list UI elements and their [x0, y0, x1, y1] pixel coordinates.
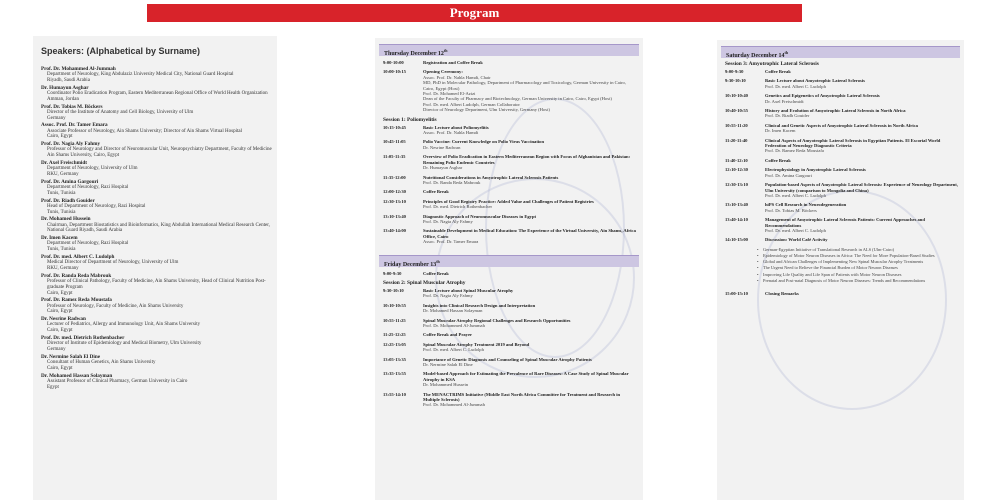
speaker-name: Dr. Imen Kacem [41, 235, 78, 242]
session-2-title: Session 2: Spinal Muscular Atrophy [383, 279, 466, 286]
time-slot: 9:00-9:30 [383, 270, 402, 276]
speaker-line: Prof. Dr. med. Albert C. Ludolph [765, 227, 826, 233]
time-slot: 9:30-10:10 [725, 78, 746, 84]
saturday-day: Saturday December 14 [726, 53, 785, 59]
speaker-affiliation: Consultant of Human Genetics, Ain Shams University [47, 359, 156, 365]
friday-day: Friday December 13 [384, 261, 437, 268]
speaker-entry [41, 85, 277, 103]
time-slot: 13:40-14:00 [383, 228, 406, 234]
speaker-line: Prof. Dr. Nagia Aly Fahmy [423, 293, 473, 299]
speaker-line: Dr. Nesrine Radwan [423, 144, 461, 150]
speaker-affiliation: Tunis, Tunisia [47, 247, 76, 253]
talk-title: Clinical and Genetic Aspects of Amyotrophic Lateral Sclerosis in North Africa [765, 122, 918, 128]
time-slot: 11:40-12:10 [725, 157, 748, 163]
row-content [423, 60, 637, 65]
speaker-line: Prof. Dr. Ramez Reda Moustafa [765, 148, 824, 154]
speaker-affiliation: Cairo, Egypt [47, 134, 73, 140]
session-3-title: Session 3: Amyotrophic Lateral Sclerosis [725, 61, 819, 67]
speaker-entry [41, 160, 277, 178]
speaker-affiliation: Riyadh, Saudi Arabia [47, 78, 90, 83]
time-slot: 12:00-12:30 [383, 189, 406, 195]
discussion-topic: • German-Egyptian Initiative of Translational Research in ALS (Ulm-Cairo) [757, 247, 956, 252]
row-content [765, 237, 958, 242]
speaker-line: Dr. Nermine Salah El Dine [423, 362, 473, 368]
talk-title: Spinal Muscular Atrophy Treatment 2019 and Beyond [423, 341, 530, 347]
speaker-line: Dr. Mohammed Hussein [423, 382, 469, 388]
speaker-line: Assoc. Prof. Dr. Nahla Hamdi [423, 130, 479, 136]
schedule-row [383, 357, 637, 368]
talk-title: The MENACTRIMS Initiative (Middle East North Africa Committee for Treatment and Research in Multiple Sclerosis) [423, 391, 621, 403]
row-content [423, 199, 637, 210]
time-slot: 10:40-10:55 [725, 108, 748, 114]
speaker-affiliation: Medical Director of Department of Neurology, University of Ulm [47, 260, 179, 266]
speaker-line: Prof. Dr. med. Dietrich Rothenbacher [423, 204, 493, 210]
closing-time: 15:00-15:10 [725, 290, 748, 296]
schedule-row [725, 217, 958, 233]
speaker-name: Dr. Mohamed Hussein [41, 216, 91, 223]
time-slot: 9:30-10:10 [383, 287, 404, 293]
row-content [765, 78, 958, 89]
speaker-line: Prof. Dr. Nagia Aly Fahmy [423, 218, 473, 224]
time-slot: 13:10-13:40 [383, 213, 406, 219]
speaker-affiliation: Professor of Clinical Pathology, Faculty of Medicine, Ain Shams University, Head of Clinical Nutrition Post-graduate Program [47, 278, 266, 290]
speaker-line: Dean of the Faculty of Pharmacy and Biotechnology, German University in Cairo, Cairo, Egypt (Host) [423, 96, 612, 102]
speaker-entry [41, 179, 277, 197]
speaker-line: Prof. Dr. med. Albert Ludolph, German Collaborator [423, 101, 520, 107]
world-cafe-topics [717, 247, 964, 283]
row-content [423, 332, 637, 337]
schedule-row [725, 237, 958, 242]
time-slot: 10:55-11:25 [383, 317, 406, 323]
row-content [423, 371, 637, 387]
schedule-row [383, 189, 637, 194]
schedule-row [383, 60, 637, 65]
schedule-row [383, 199, 637, 210]
time-slot: 11:20-11:40 [725, 137, 748, 143]
speaker-affiliation: Chairman, Department Biostatistics and Bioinformatics, King Abdullah International Medical Research Center, National Guard Riyadh, Saudi Arabia [47, 222, 270, 234]
speaker-affiliation: Cairo, Egypt [47, 290, 73, 296]
speaker-name: Prof. Dr. Mohammed Al-Jummah [41, 66, 116, 72]
schedule-row [725, 182, 958, 198]
speaker-name: Dr. Mohamed Hassan Solayman [41, 372, 113, 379]
schedule-row [383, 318, 637, 329]
row-content [423, 189, 637, 194]
speaker-entry [41, 354, 277, 372]
speaker-affiliation: Cairo, Egypt [47, 328, 73, 334]
talk-title: Coffee Break [423, 270, 449, 276]
speaker-entry [41, 273, 277, 297]
speaker-affiliation: Lecturer of Pediatrics, Allergy and Immunology Unit, Ain Shams University [47, 322, 201, 328]
speaker-name: Prof. Dr. Amina Gargouri [41, 178, 99, 185]
row-content [423, 392, 637, 408]
speaker-line: Assoc. Prof. Dr. Tamer Emara [423, 239, 479, 245]
schedule-row [725, 138, 958, 154]
time-slot: 10:15-10:45 [383, 124, 406, 130]
saturday-session-rows [717, 69, 964, 243]
row-content [765, 93, 958, 104]
time-slot: 10:45-11:05 [383, 139, 406, 145]
speaker-entry [41, 216, 277, 234]
speaker-affiliation: Department of Neurology, Razi Hospital [47, 241, 129, 247]
time-slot: 13:05-13:35 [383, 356, 406, 362]
speaker-line: Director of Neurology Department, Ulm University, Germany (Host) [423, 107, 550, 113]
time-slot: 10:00-10:15 [383, 69, 406, 75]
thursday-session-rows [375, 125, 643, 245]
time-slot: 13:55-14:10 [383, 391, 406, 397]
time-slot: 9:00-9:30 [725, 69, 744, 74]
speaker-affiliation: Assistant Professor of Clinical Pharmacy, German University in Cairo [47, 378, 188, 384]
speaker-affiliation: RKU, Germany [47, 265, 79, 271]
speaker-line: Prof. Dr. Riadh Gouider [765, 113, 810, 119]
speaker-affiliation: Cairo, Egypt [47, 365, 73, 371]
talk-title: Coffee Break [765, 69, 791, 74]
row-content [423, 154, 637, 170]
speaker-entry [41, 373, 277, 391]
speaker-name: Prof. Dr. Tobias M. Böckers [41, 103, 103, 110]
speaker-name: Dr. Nesrine Radwan [41, 316, 86, 323]
friday-opening-rows [375, 271, 643, 276]
speaker-name: Prof. Dr. med. Dietrich Rothenbacher [41, 334, 125, 341]
speaker-line: Prof. Dr. Randa Reda Mabrouk [423, 179, 481, 185]
speaker-affiliation: Director of Institute of Epidemiology and Medical Biometry, Ulm University [47, 341, 202, 347]
closing-row [725, 291, 958, 296]
talk-title: Overview of Polio Eradication in Eastern Mediterranean Region with Focus of Afghanistan and Pakistan: Remaining Polio Endemic Countries [423, 154, 631, 165]
thursday-day: Thursday December 12 [384, 51, 444, 57]
speaker-line: Dr. Mohamed Hassan Solayman [423, 308, 483, 314]
speaker-affiliation: Tunis, Tunisia [47, 209, 76, 215]
speaker-affiliation: Amman, Jordan [47, 96, 79, 102]
speaker-name: Prof. Dr. Riadh Gouider [41, 197, 95, 204]
time-slot: 11:05-11:35 [383, 154, 406, 160]
schedule-row [383, 342, 637, 353]
saturday-panel [717, 40, 964, 500]
speaker-line: Prof. Dr. med. Albert C. Ludolph [423, 347, 484, 353]
time-slot: 12:25-13:05 [383, 341, 406, 347]
schedule-row [383, 139, 637, 150]
talk-title: Population-based Aspects of Amyotrophic Lateral Sclerosis: Experience of Neurology Department, Ulm University (comparison to Mongolia and China) [765, 182, 958, 193]
row-content [423, 139, 637, 150]
time-slot: 11:35-12:00 [383, 174, 406, 180]
speaker-line: Dr. Axel Freischmidt [765, 98, 804, 104]
speaker-name: Dr. Nermine Salah El Dine [41, 353, 101, 360]
time-slot: 13:10-13:40 [725, 202, 748, 208]
talk-title: hiPS Cell Research in Neurodegeneration [765, 202, 847, 208]
row-content [765, 167, 958, 178]
time-slot: 12:30-13:10 [725, 182, 748, 188]
speakers-panel [33, 36, 277, 500]
speaker-affiliation: Head of Department of Neurology, Razi Hospital [47, 203, 146, 209]
discussion-topic: • Epidemiology of Motor Neuron Diseases in Africa: The Need for More Population-Based Studies [757, 253, 956, 258]
speaker-entry [41, 104, 277, 122]
speaker-affiliation: Department of Neurology, King Abdulaziz University Medical City, National Guard Hospital [47, 72, 234, 78]
thursday-sup: th [443, 48, 448, 53]
discussion-topic: • Improving Life Quality and Life Span of Patients with Motor Neuron Diseases [757, 272, 956, 277]
speaker-line: Assoc. Prof. Dr. Nahla Hamdi, Chair [423, 74, 491, 80]
schedule-row [725, 69, 958, 74]
talk-title: Coffee Break and Prayer [423, 332, 473, 338]
speaker-affiliation: Tunis, Tunisia [47, 190, 76, 196]
speaker-name: Prof. Dr. Nagia Aly Fahmy [41, 141, 101, 148]
row-content [765, 123, 958, 134]
speaker-entry [41, 141, 277, 159]
friday-session-rows [375, 288, 643, 408]
row-content [423, 288, 637, 299]
row-content [423, 214, 637, 225]
speaker-affiliation: Professor of Neurology and Director of Neuromuscular Unit, Neuropsychiatry Department, Faculty of Medicine [47, 147, 272, 153]
talk-title: Genetics and Epigenetics of Amyotrophic Lateral Sclerosis [765, 93, 880, 99]
speaker-line: Prof. Dr. Amina Gargouri [765, 172, 812, 178]
saturday-header [721, 46, 960, 58]
speaker-entry [41, 66, 277, 84]
speaker-line: Dr. Imen Kacem [765, 128, 796, 134]
thursday-header [379, 44, 639, 56]
row-content [423, 342, 637, 353]
row-content [423, 175, 637, 186]
speaker-entry [41, 316, 277, 334]
schedule-row [725, 167, 958, 178]
thursday-opening-rows [375, 60, 643, 113]
row-content [765, 108, 958, 119]
thursday-friday-panel [375, 38, 643, 500]
speaker-name: Dr. Humayun Asghar [41, 84, 89, 91]
row-content [765, 158, 958, 163]
talk-title: Spinal Muscular Atrophy Regional Challenges and Research Opportunities [423, 317, 571, 323]
schedule-row [383, 271, 637, 276]
schedule-row [383, 332, 637, 337]
discussion-topic: • Prenatal and Post-natal Diagnosis of Motor Neuron Diseases: Trends and Recommendations [757, 278, 956, 283]
saturday-sup: th [784, 50, 789, 55]
schedule-row [383, 154, 637, 170]
talk-title: Basic Lecture about Poliomyelitis [423, 124, 489, 130]
speaker-affiliation: Coordinator Polio Eradication Program, Eastern Mediterranean Regional Office of World Health Organization [47, 91, 268, 96]
schedule-row [725, 93, 958, 104]
discussion-topic: • Global and African Challenges of Implementing New Spinal Muscular Atrophy Treatments [757, 259, 956, 264]
talk-title: Insights into Clinical Research Design and Interpretation [423, 302, 536, 308]
row-content [423, 228, 637, 244]
speaker-affiliation: Department of Neurology, University of Ulm [47, 166, 138, 172]
row-content [423, 125, 637, 136]
schedule-row [383, 214, 637, 225]
speaker-entry [41, 297, 277, 315]
row-content [765, 138, 958, 154]
speaker-list [33, 66, 277, 390]
talk-title: Registration and Coffee Break [423, 60, 483, 65]
talk-title: Opening Ceremony: [423, 69, 463, 75]
time-slot: 10:55-11:20 [725, 122, 748, 128]
schedule-row [725, 123, 958, 134]
speaker-affiliation: RKU, Germany [47, 171, 79, 177]
talk-title: Basic Lecture about Amyotrophic Lateral Sclerosis [765, 78, 865, 84]
speaker-affiliation: Ain Shams University, Cairo, Egypt [47, 153, 120, 159]
talk-title: Importance of Genetic Diagnosis and Counseling of Spinal Muscular Atrophy Patients [423, 356, 592, 362]
talk-title: Basic Lecture about Spinal Muscular Atrophy [423, 287, 514, 293]
schedule-row [383, 371, 637, 387]
speaker-entry [41, 235, 277, 253]
row-content [765, 217, 958, 233]
talk-title: Coffee Break [765, 157, 791, 163]
time-slot: 14:10-15:00 [725, 237, 748, 243]
speaker-affiliation: Germany [47, 115, 66, 121]
time-slot: 11:25-12:25 [383, 332, 406, 338]
time-slot: 9:00-10:00 [383, 60, 404, 65]
talk-title: Principles of Good Registry Practice: Added Value and Challenges of Patient Registries [423, 198, 594, 204]
closing-title: Closing Remarks [765, 290, 799, 296]
talk-title: History and Evolution of Amyotrophic Lateral Sclerosis in North Africa [765, 108, 906, 114]
talk-title: Management of Amyotrophic Lateral Sclerosis Patients: Current Approaches and Recommendations [765, 217, 925, 228]
schedule-row [383, 288, 637, 299]
session-1-title: Session 1: Poliomyelitis [383, 116, 437, 123]
speaker-entry [41, 335, 277, 353]
speaker-entry [41, 254, 277, 272]
schedule-row [383, 303, 637, 314]
speaker-name: Prof. Dr. Randa Reda Mabrouk [41, 272, 112, 279]
speaker-line: Prof. Dr. med. Albert C. Ludolph [765, 192, 826, 198]
speaker-affiliation: Germany [47, 346, 66, 352]
time-slot: 12:30-13:10 [383, 198, 406, 204]
speaker-affiliation: Professor of Neurology, Faculty of Medicine, Ain Shams University [47, 303, 184, 309]
schedule-row [725, 78, 958, 89]
schedule-row [383, 228, 637, 244]
speaker-line: Dr. Humayun Asghar [423, 165, 463, 171]
speaker-name: Dr. Axel Freischmidt [41, 159, 87, 166]
row-content [423, 303, 637, 314]
row-content [423, 357, 637, 368]
discussion-topic: • The Urgent Need to Relieve the Financial Burden of Motor Neuron Diseases [757, 265, 956, 270]
talk-title: Sustainable Development in Medical Education: The Experience of the Virtual University, Ain Shams, Africa Office, Cairo [423, 228, 636, 239]
program-banner [147, 4, 802, 22]
speaker-line: MD, PhD in Molecular Pathology, Department of Pharmacology and Toxicology, German University in Cairo, Cairo, Egypt (Host) [423, 80, 626, 91]
row-content [765, 69, 958, 74]
schedule-row [383, 392, 637, 408]
time-slot: 10:10-10:55 [383, 302, 406, 308]
speaker-affiliation: Department of Neurology, Razi Hospital [47, 184, 129, 190]
schedule-row [383, 175, 637, 186]
schedule-row [725, 108, 958, 119]
speaker-line: Prof. Dr. Tobias M. Böckers [765, 207, 817, 213]
talk-title: Electrophysiology in Amyotrophic Lateral Sclerosis [765, 167, 866, 173]
speaker-line: Prof. Dr. Mohammed Al-Jummah [423, 323, 485, 328]
talk-title: Polio Vaccine: Current Knowledge on Polio Virus Vaccination [423, 139, 545, 145]
speaker-line: Prof. Dr. Mohamed El-Azizi [423, 91, 476, 97]
speaker-affiliation: Director of the Institute of Anatomy and Cell Biology, University of Ulm [47, 109, 194, 115]
schedule-row [383, 69, 637, 112]
schedule-row [725, 158, 958, 163]
row-content [423, 318, 637, 329]
speaker-entry [41, 198, 277, 216]
time-slot: 12:10-12:30 [725, 167, 748, 173]
row-content [765, 182, 958, 198]
schedule-row [725, 202, 958, 213]
speaker-name: Prof. Dr. Ramez Reda Moustafa [41, 297, 112, 304]
time-slot: 10:10-10:40 [725, 93, 748, 99]
row-content [423, 69, 637, 112]
speaker-affiliation: Associate Professor of Neurology, Ain Shams University; Director of Ain Shams Virtual Hospital [47, 128, 242, 134]
speaker-name: Assoc. Prof. Dr. Tamer Emara [41, 122, 108, 129]
speaker-line: Prof. Dr. Mohammed Al-Jummah [423, 402, 485, 408]
talk-title: Clinical Aspects of Amyotrophic Lateral Sclerosis in Egyptian Patients. El Escorial World Federation of Neurology Diagnostic Criteria [765, 137, 941, 149]
time-slot: 13:40-14:10 [725, 217, 748, 223]
speakers-heading: Speakers: (Alphabetical by Surname) [41, 46, 201, 56]
speaker-name: Prof. Dr. med. Albert C. Ludolph [41, 253, 115, 260]
row-content [423, 271, 637, 276]
speaker-entry [41, 122, 277, 140]
talk-title: Diagnostic Approach of Neuromuscular Diseases in Egypt [423, 213, 537, 219]
talk-title: Discussion: World Café Activity [765, 237, 828, 243]
schedule-row [383, 125, 637, 136]
row-content [765, 202, 958, 213]
speaker-affiliation: Cairo, Egypt [47, 309, 73, 315]
talk-title: Coffee Break [423, 189, 449, 195]
speaker-affiliation: Egypt [47, 384, 59, 390]
program-title: Program [449, 5, 500, 20]
friday-sup: th [436, 258, 440, 264]
time-slot: 13:35-13:55 [383, 371, 406, 377]
talk-title: Nutritional Considerations in Amyotrophic Lateral Sclerosis Patients [423, 174, 559, 180]
talk-title: Model-based Approach for Estimating the Prevalence of Rare Diseases: A Case Study of Spinal Muscular Atrophy in KSA [423, 371, 629, 382]
speaker-line: Prof. Dr. med. Albert C. Ludolph [765, 83, 826, 89]
friday-header [379, 255, 639, 267]
